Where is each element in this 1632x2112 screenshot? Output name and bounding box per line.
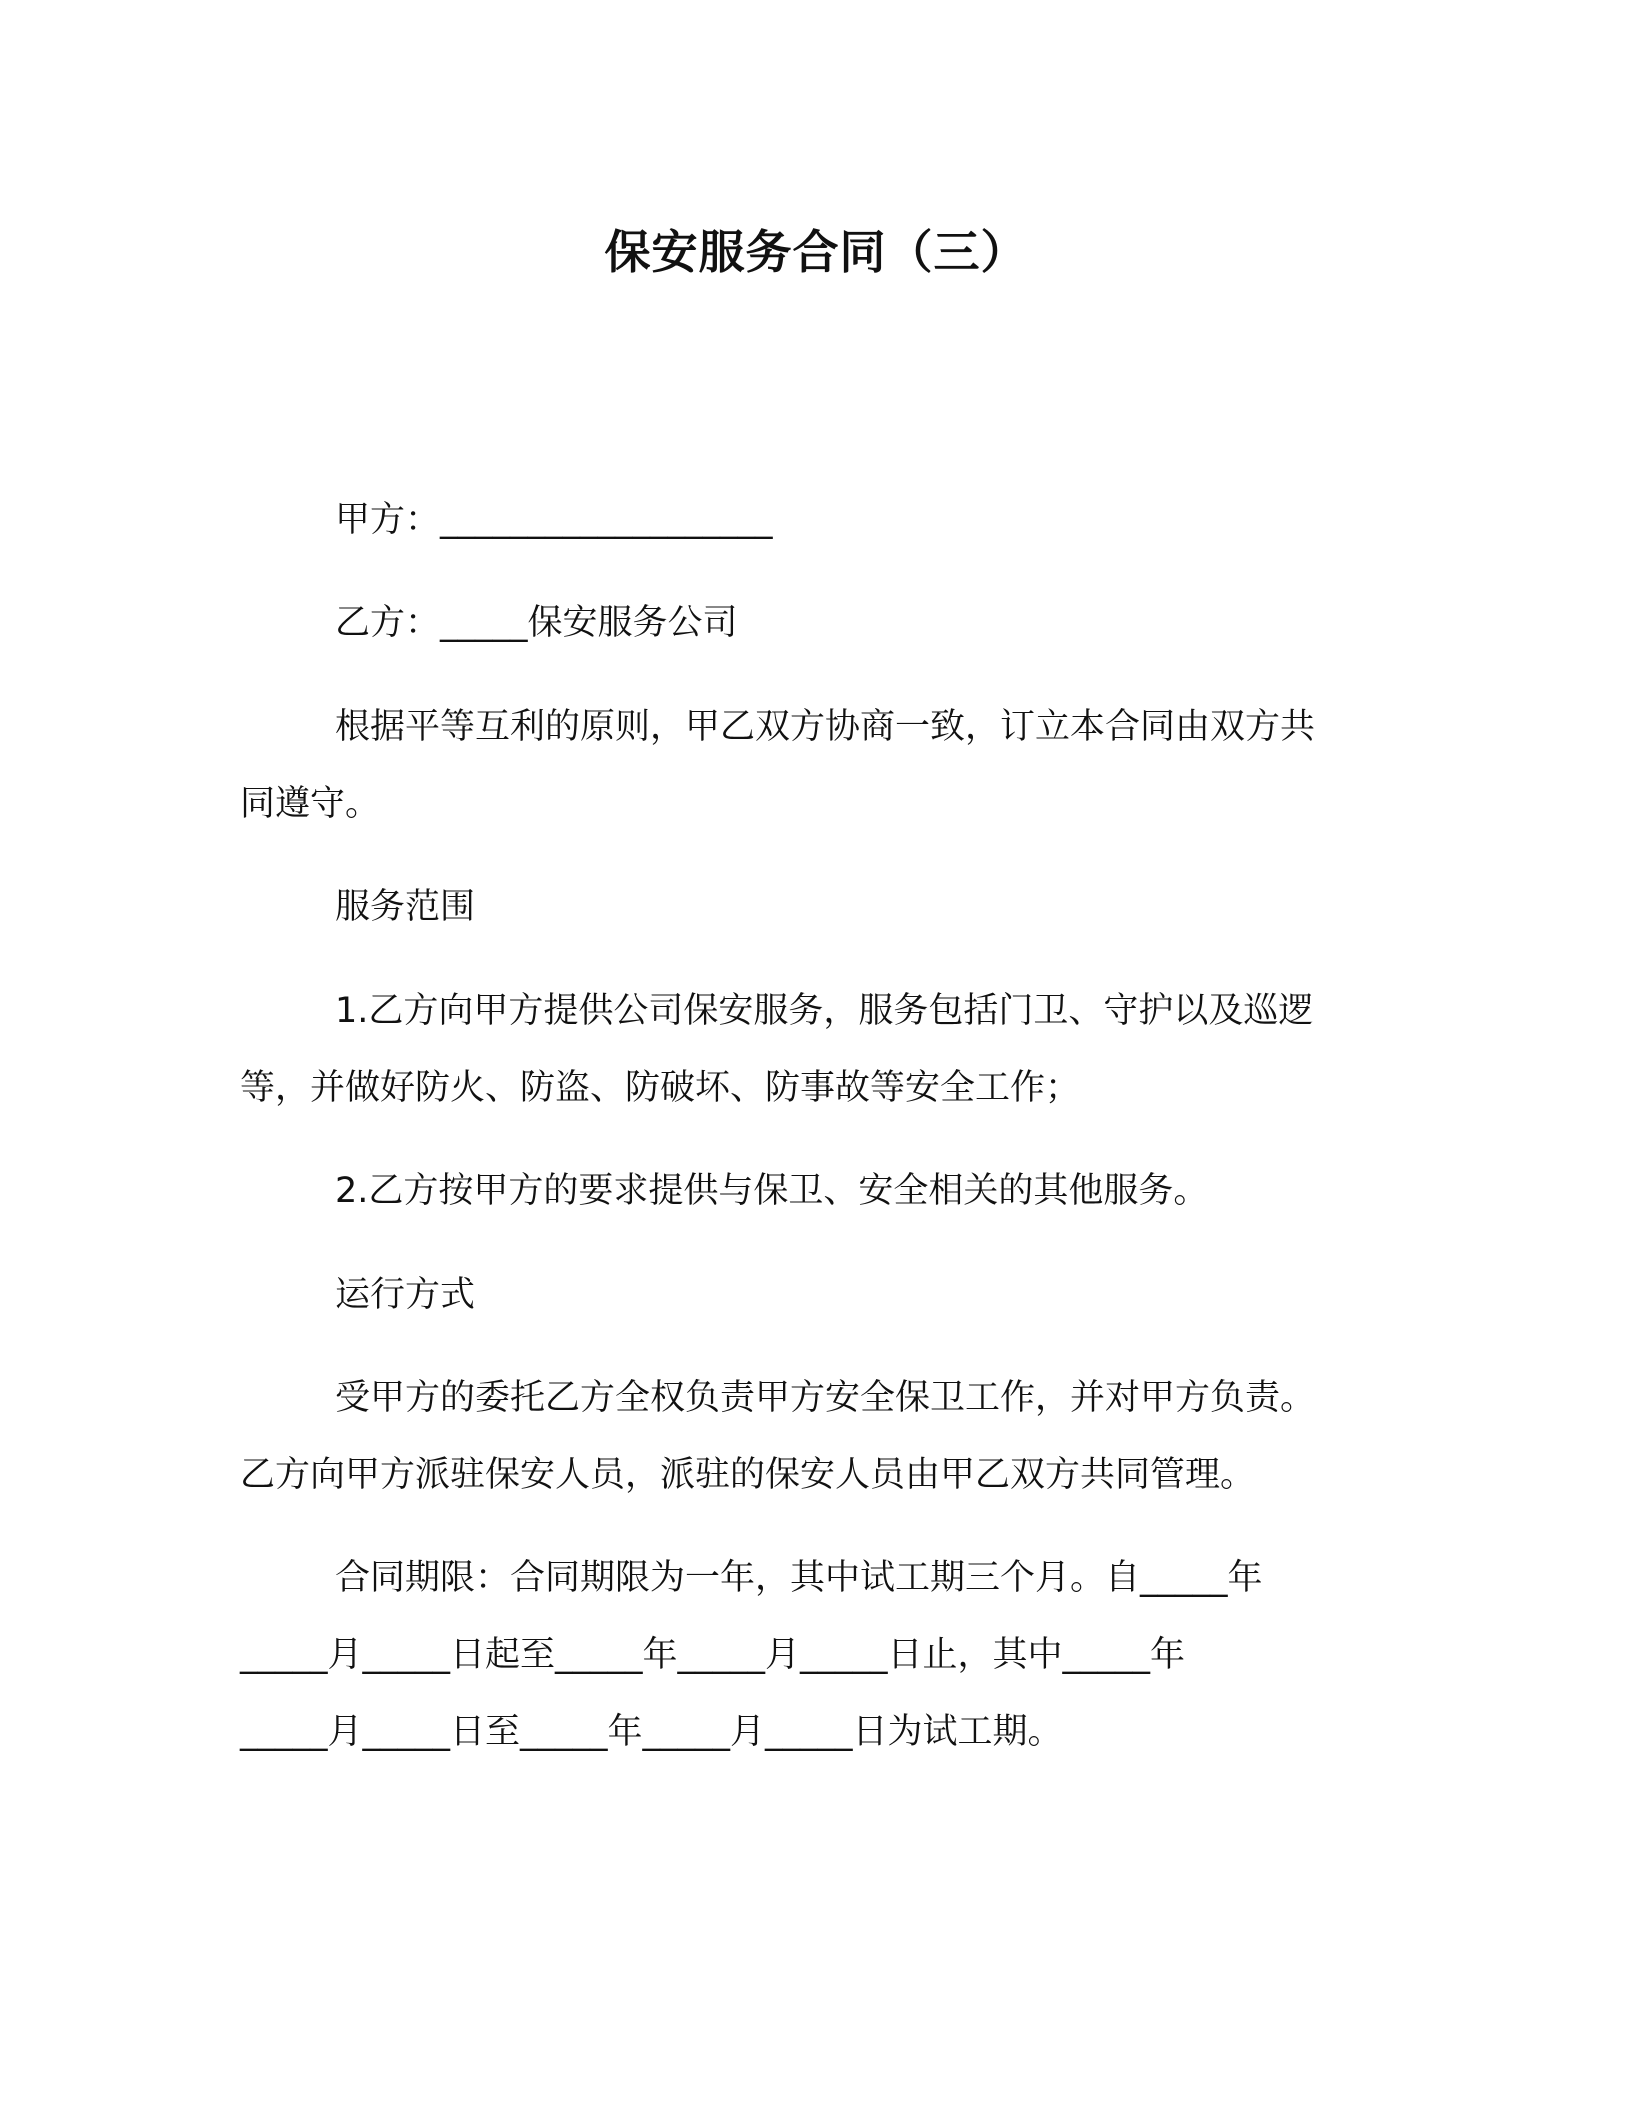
operation-paragraph — [240, 1360, 1390, 1514]
intro-line-2: 同遵守。 — [240, 784, 381, 824]
term-line-2: _____月_____日起至_____年_____月_____日止，其中_____年 — [240, 1635, 1186, 1675]
scope-item-2 — [240, 1153, 1390, 1230]
party-b-line — [240, 585, 1390, 662]
party-a-line — [240, 482, 1390, 559]
scope-item-1 — [240, 973, 1390, 1127]
operation-heading-text: 运行方式 — [335, 1275, 476, 1315]
intro-line-1: 根据平等互利的原则，甲乙双方协商一致，订立本合同由双方共 — [335, 707, 1316, 747]
scope-heading — [240, 869, 1390, 946]
document-title: 保安服务合同（三） — [604, 225, 1028, 279]
operation-heading — [240, 1257, 1390, 1334]
scope-heading-text: 服务范围 — [335, 887, 476, 927]
scope-item-1-line-2: 等，并做好防火、防盗、防破坏、防事故等安全工作； — [240, 1068, 1081, 1108]
operation-line-2: 乙方向甲方派驻保安人员，派驻的保安人员由甲乙双方共同管理。 — [240, 1455, 1256, 1495]
operation-line-1: 受甲方的委托乙方全权负责甲方安全保卫工作，并对甲方负责。 — [335, 1378, 1316, 1418]
term-paragraph — [240, 1540, 1390, 1771]
term-line-3: _____月_____日至_____年_____月_____日为试工期。 — [240, 1712, 1063, 1752]
intro-paragraph — [240, 689, 1390, 843]
scope-item-2-text: 2.乙方按甲方的要求提供与保卫、安全相关的其他服务。 — [335, 1171, 1209, 1211]
party-b-text: 乙方：_____保安服务公司 — [335, 603, 738, 643]
scope-item-1-line-1: 1.乙方向甲方提供公司保安服务，服务包括门卫、守护以及巡逻 — [335, 991, 1314, 1031]
term-line-1: 合同期限：合同期限为一年，其中试工期三个月。自_____年 — [335, 1558, 1263, 1598]
party-a-text: 甲方：___________________ — [335, 500, 773, 540]
